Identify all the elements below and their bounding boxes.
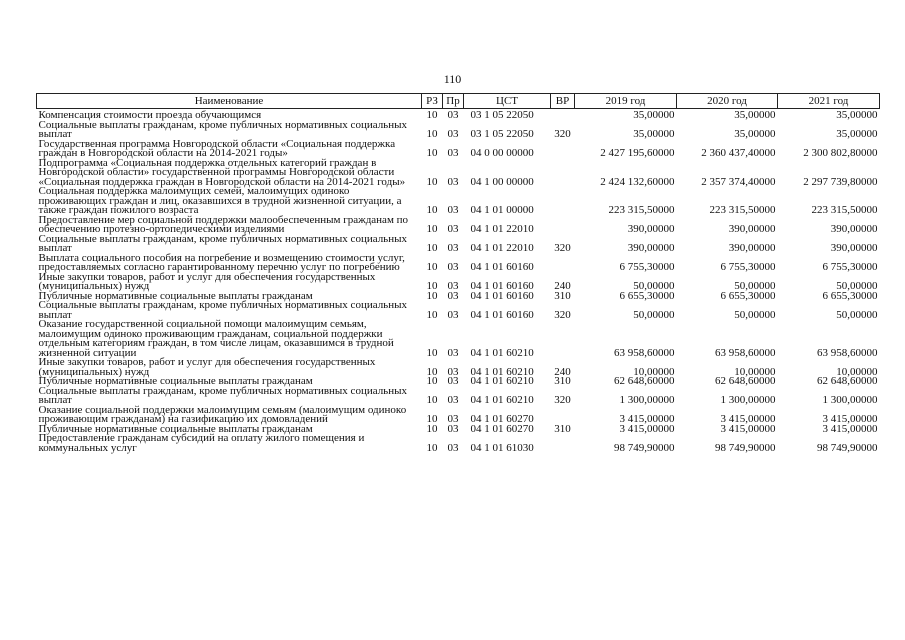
row-name: Социальные выплаты гражданам, кроме публичных нормативных социальных выплат [38, 118, 407, 140]
row-2019: 6 755,30000 [619, 261, 675, 273]
row-name: Государственная программа Новгородской области «Социальная поддержка граждан в Новгородской области на 2014-2021 годы» [38, 137, 396, 159]
row-cst: 04 1 01 60160 [470, 289, 534, 302]
row-2021: 6 755,30000 [822, 261, 878, 273]
row-pr: 03 [447, 441, 459, 454]
row-cst: 04 1 01 60160 [470, 261, 534, 273]
row-name: Публичные нормативные социальные выплаты гражданам [38, 375, 313, 387]
row-name: Иные закупки товаров, работ и услуг для обеспечения государственных (муниципальных) нужд [38, 356, 376, 378]
row-vr: 310 [554, 289, 571, 302]
row-2019: 98 749,90000 [614, 441, 675, 454]
row-vr [551, 406, 575, 425]
row-2019: 62 648,60000 [614, 375, 675, 387]
row-name: Выплата социального пособия на погребение и возмещению стоимости услуг, предоставляемых согласно гарантированному перечню услуг по погребению [38, 251, 405, 273]
row-2021: 10,00000 [836, 365, 878, 378]
row-2021: 50,00000 [836, 308, 878, 321]
row-pr: 03 [447, 346, 459, 359]
row-vr: 320 [554, 128, 571, 140]
row-vr: 320 [554, 308, 571, 321]
row-vr [551, 434, 575, 453]
row-2021: 390,00000 [830, 242, 878, 254]
row-2019: 223 315,50000 [608, 204, 675, 216]
row-2019: 50,00000 [633, 280, 675, 292]
table-row [37, 406, 880, 425]
row-cst: 04 1 01 60160 [470, 280, 534, 292]
row-2020: 35,00000 [734, 128, 776, 140]
header-2021: 2021 год [778, 94, 880, 109]
row-rz: 10 [426, 308, 438, 321]
header-row [37, 94, 880, 109]
row-2021: 1 300,00000 [822, 394, 878, 406]
row-vr: 240 [554, 365, 571, 378]
row-vr [551, 254, 575, 273]
row-rz: 10 [426, 365, 438, 378]
row-name: Оказание государственной социальной помощи малоимущим семьям, малоимущим одиноко проживающим гражданам, социальной поддержки отдельным категориям граждан, в том числе лицам, оказавшимся в трудной жизненной ситуации [38, 318, 394, 359]
header-name: Наименование [37, 94, 422, 109]
row-vr: 310 [554, 375, 571, 387]
row-cst: 04 0 00 00000 [470, 147, 534, 159]
row-2020: 223 315,50000 [709, 204, 776, 216]
row-pr: 03 [447, 128, 459, 140]
row-2019: 50,00000 [633, 308, 675, 321]
header-cst: ЦСТ [464, 94, 551, 109]
row-rz: 10 [426, 441, 438, 454]
table-row [37, 159, 880, 188]
row-vr: 320 [554, 242, 571, 254]
row-pr: 03 [447, 109, 459, 121]
row-name: Предоставление мер социальной поддержки малообеспеченным гражданам по обеспечению протезно-ортопедическими изделиями [38, 213, 409, 235]
row-cst: 04 1 01 22010 [470, 223, 534, 235]
row-2021: 390,00000 [830, 223, 878, 235]
row-cst: 03 1 05 22050 [470, 128, 534, 140]
row-cst: 04 1 01 61030 [470, 441, 534, 454]
row-2019: 1 300,00000 [619, 394, 675, 406]
row-2021: 50,00000 [836, 280, 878, 292]
row-name: Социальные выплаты гражданам, кроме публичных нормативных социальных выплат [38, 384, 407, 406]
row-vr [551, 216, 575, 235]
row-name: Иные закупки товаров, работ и услуг для обеспечения государственных (муниципальных) нужд [38, 270, 376, 292]
row-2019: 35,00000 [633, 128, 675, 140]
row-2021: 6 655,30000 [822, 289, 878, 302]
row-2021: 35,00000 [836, 109, 878, 121]
row-pr: 03 [447, 413, 459, 425]
header-pr: Пр [443, 94, 464, 109]
row-2020: 2 360 437,40000 [701, 147, 776, 159]
row-rz: 10 [426, 128, 438, 140]
row-vr [551, 159, 575, 188]
row-name: Подпрограмма «Социальная поддержка отдельных категорий граждан в Новгородской области» государственной программы Новгородской области «Социальная поддержка граждан в Новгородской области на 2014-2021 годы» [38, 156, 406, 188]
row-pr: 03 [447, 308, 459, 321]
table-row [37, 387, 880, 406]
row-pr: 03 [447, 147, 459, 159]
row-cst: 04 1 01 60160 [470, 308, 534, 321]
row-2020: 63 958,60000 [715, 346, 776, 359]
table-body [37, 109, 880, 454]
row-cst: 04 1 01 60210 [470, 346, 534, 359]
row-2020: 3 415,00000 [720, 413, 776, 425]
row-rz: 10 [426, 261, 438, 273]
row-2020: 390,00000 [728, 242, 776, 254]
page-number: 110 [443, 72, 462, 86]
row-2021: 63 958,60000 [817, 346, 878, 359]
row-pr: 03 [447, 223, 459, 235]
row-cst: 04 1 01 60270 [470, 413, 534, 425]
row-2020: 1 300,00000 [720, 394, 776, 406]
row-cst: 04 1 00 00000 [470, 175, 534, 188]
row-cst: 04 1 01 60210 [470, 375, 534, 387]
row-2021: 2 297 739,80000 [803, 175, 878, 188]
row-name: Компенсация стоимости проезда обучающимся [38, 109, 262, 121]
row-pr: 03 [447, 261, 459, 273]
row-2021: 98 749,90000 [817, 441, 878, 454]
row-rz: 10 [426, 422, 438, 435]
table-row [37, 320, 880, 358]
row-2020: 10,00000 [734, 365, 776, 378]
row-2019: 3 415,00000 [619, 413, 675, 425]
row-vr [551, 109, 575, 121]
row-2021: 35,00000 [836, 128, 878, 140]
row-cst: 03 1 05 22050 [470, 109, 534, 121]
row-vr: 320 [554, 394, 571, 406]
header-2019: 2019 год [575, 94, 677, 109]
header-vr: ВР [551, 94, 575, 109]
row-rz: 10 [426, 147, 438, 159]
row-vr: 310 [554, 422, 571, 435]
row-name: Публичные нормативные социальные выплаты гражданам [38, 422, 313, 435]
table-row [37, 216, 880, 235]
row-name: Социальная поддержка малоимущих семей, малоимущих одиноко проживающих граждан и лиц, оказавшихся в трудной жизненной ситуации, а также граждан пожилого возраста [38, 185, 402, 216]
row-rz: 10 [426, 280, 438, 292]
row-2019: 390,00000 [627, 242, 675, 254]
row-name: Социальные выплаты гражданам, кроме публичных нормативных социальных выплат [38, 232, 407, 254]
header-rz: РЗ [422, 94, 443, 109]
row-vr [551, 187, 575, 216]
row-pr: 03 [447, 175, 459, 188]
row-rz: 10 [426, 394, 438, 406]
row-pr: 03 [447, 242, 459, 254]
row-2019: 63 958,60000 [614, 346, 675, 359]
table-row [37, 121, 880, 140]
header-2020: 2020 год [677, 94, 778, 109]
row-rz: 10 [426, 289, 438, 302]
row-2019: 390,00000 [627, 223, 675, 235]
row-rz: 10 [426, 175, 438, 188]
row-2020: 6 655,30000 [720, 289, 776, 302]
row-name: Социальные выплаты гражданам, кроме публичных нормативных социальных выплат [38, 299, 407, 321]
row-pr: 03 [447, 280, 459, 292]
row-cst: 04 1 01 22010 [470, 242, 534, 254]
row-2020: 2 357 374,40000 [701, 175, 776, 188]
row-2020: 3 415,00000 [720, 422, 776, 435]
row-2021: 62 648,60000 [817, 375, 878, 387]
row-name: Публичные нормативные социальные выплаты гражданам [38, 289, 313, 302]
row-rz: 10 [426, 109, 438, 121]
table-row [37, 273, 880, 292]
row-2021: 223 315,50000 [811, 204, 878, 216]
row-2021: 3 415,00000 [822, 422, 878, 435]
row-2020: 62 648,60000 [715, 375, 776, 387]
row-cst: 04 1 01 60210 [470, 365, 534, 378]
row-cst: 04 1 01 60210 [470, 394, 534, 406]
row-vr: 240 [554, 280, 571, 292]
row-2019: 35,00000 [633, 109, 675, 121]
row-vr [551, 320, 575, 358]
row-pr: 03 [447, 422, 459, 435]
row-2019: 2 424 132,60000 [600, 175, 675, 188]
row-rz: 10 [426, 375, 438, 387]
row-rz: 10 [426, 413, 438, 425]
row-2019: 10,00000 [633, 365, 675, 378]
row-name: Предоставление гражданам субсидий на оплату жилого помещения и коммунальных услуг [38, 432, 365, 454]
table-row [37, 140, 880, 159]
table-row [37, 434, 880, 453]
row-rz: 10 [426, 346, 438, 359]
row-pr: 03 [447, 204, 459, 216]
table-row [37, 187, 880, 216]
row-2019: 2 427 195,60000 [600, 147, 675, 159]
row-rz: 10 [426, 204, 438, 216]
row-name: Оказание социальной поддержки малоимущим семьям (малоимущим одиноко проживающим гражданам) на газификацию их домовладений [38, 403, 407, 425]
row-rz: 10 [426, 223, 438, 235]
row-cst: 04 1 01 60270 [470, 422, 534, 435]
row-2020: 6 755,30000 [720, 261, 776, 273]
row-cst: 04 1 01 00000 [470, 204, 534, 216]
row-vr [551, 140, 575, 159]
row-pr: 03 [447, 365, 459, 378]
row-2020: 98 749,90000 [715, 441, 776, 454]
row-2020: 50,00000 [734, 308, 776, 321]
row-pr: 03 [447, 375, 459, 387]
row-pr: 03 [447, 394, 459, 406]
row-2020: 50,00000 [734, 280, 776, 292]
row-2019: 3 415,00000 [619, 422, 675, 435]
budget-table [36, 93, 880, 453]
row-rz: 10 [426, 242, 438, 254]
row-2020: 35,00000 [734, 109, 776, 121]
row-pr: 03 [447, 289, 459, 302]
row-2021: 2 300 802,80000 [803, 147, 878, 159]
row-2020: 390,00000 [728, 223, 776, 235]
table-row [37, 235, 880, 254]
table-row [37, 254, 880, 273]
row-2021: 3 415,00000 [822, 413, 878, 425]
row-2019: 6 655,30000 [619, 289, 675, 302]
